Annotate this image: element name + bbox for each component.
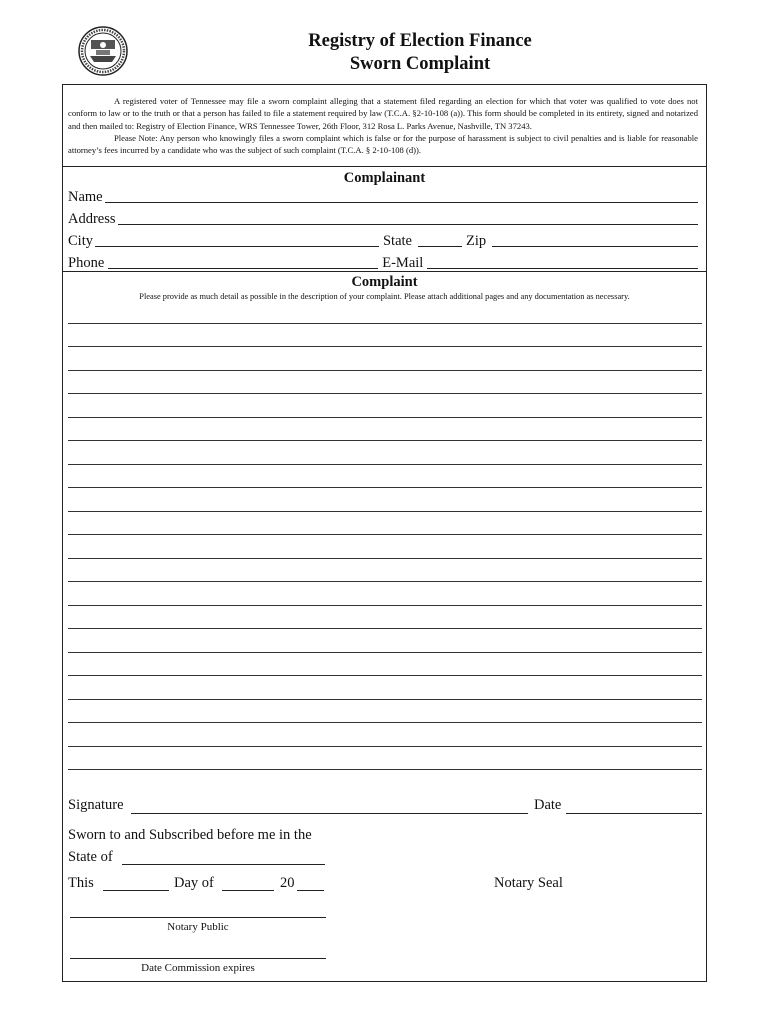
- complaint-line[interactable]: [68, 324, 702, 348]
- email-field[interactable]: [427, 254, 698, 269]
- intro-text: [68, 95, 698, 156]
- complaint-line[interactable]: [68, 300, 702, 324]
- complaint-line[interactable]: [68, 535, 702, 559]
- city-row: [68, 230, 698, 250]
- zip-field[interactable]: [492, 232, 698, 247]
- state-field[interactable]: [418, 232, 462, 247]
- email-label: E-Mail: [382, 255, 424, 271]
- date-field[interactable]: [566, 813, 702, 814]
- name-field[interactable]: [105, 188, 698, 203]
- year-prefix: 20: [280, 875, 295, 891]
- address-field[interactable]: [118, 210, 698, 225]
- complaint-text-area[interactable]: [68, 300, 702, 770]
- commission-date-line[interactable]: [70, 958, 326, 959]
- day-of-label: Day of: [174, 875, 214, 891]
- address-row: [68, 208, 698, 228]
- month-field[interactable]: [222, 890, 274, 891]
- complaint-line[interactable]: [68, 418, 702, 442]
- complaint-line[interactable]: [68, 629, 702, 653]
- city-label: City: [68, 233, 93, 249]
- signature-field[interactable]: [131, 813, 528, 814]
- complaint-line[interactable]: [68, 676, 702, 700]
- complaint-line[interactable]: [68, 347, 702, 371]
- year-field[interactable]: [297, 890, 324, 891]
- complaint-instructions: Please provide as much detail as possible in the description of your complaint. Please attach additional pages and any documentation as necessary.: [139, 292, 630, 301]
- zip-label: Zip: [465, 233, 487, 249]
- complaint-line[interactable]: [68, 371, 702, 395]
- phone-row: [68, 252, 698, 272]
- complaint-line[interactable]: [68, 559, 702, 583]
- complaint-line[interactable]: [68, 723, 702, 747]
- notary-public-signature-line[interactable]: [70, 917, 326, 918]
- complaint-line[interactable]: [68, 465, 702, 489]
- phone-label: Phone: [68, 255, 105, 271]
- intro-paragraph: A registered voter of Tennessee may file a sworn complaint alleging that a statement filed regarding an election for which that voter was qualified to vote does not conform to law or to the truth or that a person has failed to file a statement required by law (T.C.A. §2-10-108 (a)). This form should be completed in its entirety, signed and notarized and then mailed to: Registry of Election Finance, WRS Tennessee Tower, 26th Floor, 312 Rosa L. Parks Avenue, Nashville, TN 37243.: [68, 96, 698, 131]
- complaint-heading: Complaint: [351, 274, 418, 290]
- divider: [62, 166, 707, 167]
- day-field[interactable]: [103, 890, 169, 891]
- date-label: Date: [534, 797, 562, 813]
- this-label: This: [68, 875, 94, 891]
- complaint-line[interactable]: [68, 747, 702, 771]
- divider: [62, 271, 707, 272]
- sworn-statement: Sworn to and Subscribed before me in the: [68, 827, 312, 843]
- complaint-line[interactable]: [68, 700, 702, 724]
- complaint-line[interactable]: [68, 441, 702, 465]
- complaint-line[interactable]: [68, 512, 702, 536]
- address-label: Address: [68, 211, 116, 227]
- document-subtitle: Sworn Complaint: [349, 54, 491, 74]
- name-label: Name: [68, 189, 103, 205]
- commission-expires-label: Date Commission expires: [141, 962, 255, 974]
- complainant-heading: Complainant: [343, 170, 426, 186]
- complaint-line[interactable]: [68, 394, 702, 418]
- tennessee-state-seal-icon: [78, 26, 128, 76]
- document-title: Registry of Election Finance: [308, 31, 532, 51]
- notary-state-field[interactable]: [122, 864, 325, 865]
- notary-public-label: Notary Public: [167, 921, 229, 933]
- complaint-line[interactable]: [68, 488, 702, 512]
- complaint-line[interactable]: [68, 653, 702, 677]
- complaint-line[interactable]: [68, 582, 702, 606]
- name-row: [68, 186, 698, 206]
- complaint-line[interactable]: [68, 606, 702, 630]
- state-of-label: State of: [68, 849, 113, 865]
- warning-paragraph: Please Note: Any person who knowingly files a sworn complaint which is false or for the purpose of harassment is subject to civil penalties and is liable for reasonable attorney’s fees incurred by a candidate who was the subject of such complaint (T.C.A. § 2-10-108 (d)).: [68, 132, 698, 156]
- state-label: State: [382, 233, 412, 249]
- notary-seal-label: Notary Seal: [494, 875, 563, 891]
- city-field[interactable]: [95, 232, 379, 247]
- phone-field[interactable]: [108, 254, 378, 269]
- signature-label: Signature: [68, 797, 124, 813]
